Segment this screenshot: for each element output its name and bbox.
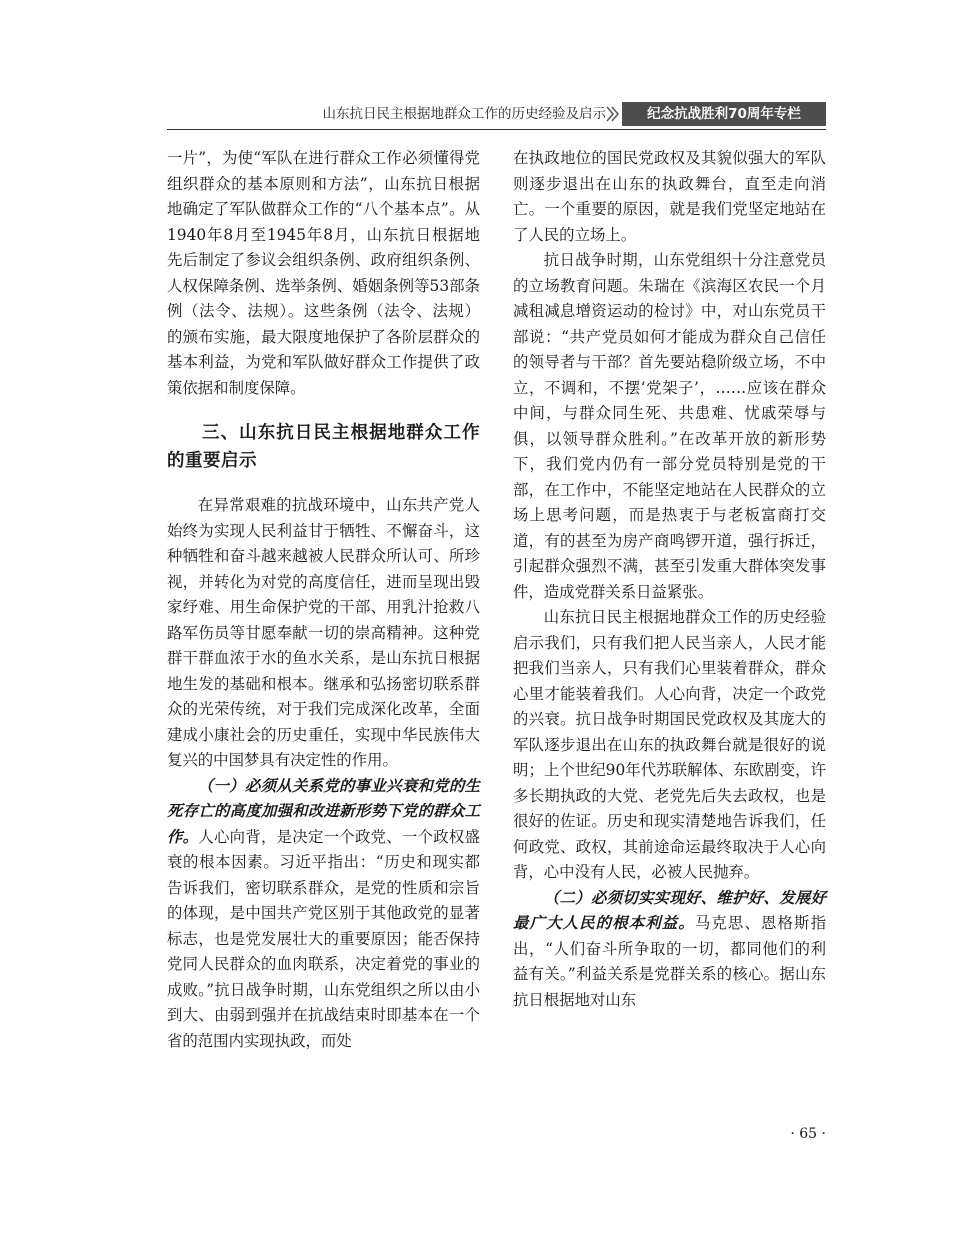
double-chevron-icon xyxy=(605,106,621,122)
column-label-badge: 纪念抗战胜利70周年专栏 xyxy=(622,102,826,126)
header-rule xyxy=(167,129,826,130)
section-heading: 三、山东抗日民主根据地群众工作的重要启示 xyxy=(167,423,480,471)
running-header xyxy=(167,100,826,128)
subsection-heading: （一）必须从关系党的事业兴衰和党的生死存亡的高度加强和改进新形势下党的群众工作。 xyxy=(167,776,480,846)
right-column xyxy=(513,146,826,1013)
paragraph: 在执政地位的国民党政权及其貌似强大的军队则逐步退出在山东的执政舞台，直至走向消亡。一个重要的原因，就是我们党坚定地站在了人民的立场上。 xyxy=(513,149,826,244)
paragraph-text: 人心向背，是决定一个政党、一个政权盛衰的根本因素。习近平指出：“历史和现实都告诉我们，密切联系群众，是党的性质和宗旨的体现，是中国共产党区别于其他政党的显著标志，也是党发展壮大的重要原因；能否保持党同人民群众的血肉联系，决定着党的事业的成败。”抗日战争时期，山东党组织之所以由小到大、由弱到强并在抗战结束时即基本在一个省的范围内实现执政，而处 xyxy=(167,827,480,1050)
article-title-header: 山东抗日民主根据地群众工作的历史经验及启示 xyxy=(322,106,606,122)
paragraph xyxy=(513,886,826,1014)
page-number: · 65 · xyxy=(790,1126,826,1142)
paragraph xyxy=(167,774,480,1055)
paragraph: 抗日战争时期，山东党组织十分注意党员的立场教育问题。朱瑞在《滨海区农民一个月减租减息增资运动的检讨》中，对山东党员干部说：“共产党员如何才能成为群众自己信任的领导者与干部？首先要站稳阶级立场，不中立，不调和，不摆‘党架子’，……应该在群众中间，与群众同生死、共患难、忧戚荣辱与俱，以领导群众胜利。”在改革开放的新形势下，我们党内仍有一部分党员特别是党的干部，在工作中，不能坚定地站在人民群众的立场上思考问题，而是热衷于与老板富商打交道，有的甚至为房产商鸣锣开道，强行拆迁，引起群众强烈不满，甚至引发重大群体突发事件，造成党群关系日益紧张。 xyxy=(513,251,826,601)
paragraph-text: 马克思、恩格斯指出，“人们奋斗所争取的一切，都同他们的利益有关。”利益关系是党群关系的核心。据山东抗日根据地对山东 xyxy=(513,914,826,1009)
left-column xyxy=(167,146,480,1054)
paragraph: 一片”，为使“军队在进行群众工作必须懂得党组织群众的基本原则和方法”，山东抗日根据地确定了军队做群众工作的“八个基本点”。从1940年8月至1945年8月，山东抗日根据地先后制定了参议会组织条例、政府组织条例、人权保障条例、选举条例、婚姻条例等53部条例（法令、法规）。这些条例（法令、法规）的颁布实施，最大限度地保护了各阶层群众的基本利益，为党和军队做好群众工作提供了政策依据和制度保障。 xyxy=(167,149,480,397)
paragraph: 山东抗日民主根据地群众工作的历史经验启示我们，只有我们把人民当亲人，人民才能把我们当亲人，只有我们心里装着群众，群众心里才能装着我们。人心向背，决定一个政党的兴衰。抗日战争时期国民党政权及其庞大的军队逐步退出在山东的执政舞台就是很好的说明；上个世纪90年代苏联解体、东欧剧变，许多长期执政的大党、老党先后失去政权，也是很好的佐证。历史和现实清楚地告诉我们，任何政党、政权，其前途命运最终取决于人心向背，心中没有人民，必被人民抛弃。 xyxy=(513,608,826,881)
subsection-heading: （二）必须切实实现好、维护好、发展好最广大人民的根本利益。 xyxy=(513,888,826,932)
paragraph: 在异常艰难的抗战环境中，山东共产党人始终为实现人民利益甘于牺牲、不懈奋斗，这种牺牲和奋斗越来越被人民群众所认可、所珍视，并转化为对党的高度信任，进而呈现出毁家纾难、用生命保护党的干部、用乳汁抢救八路军伤员等甘愿奉献一切的崇高精神。这种党群干群血浓于水的鱼水关系，是山东抗日根据地生发的基础和根本。继承和弘扬密切联系群众的光荣传统，对于我们完成深化改革，全面建成小康社会的历史重任，实现中华民族伟大复兴的中国梦具有决定性的作用。 xyxy=(167,496,480,769)
